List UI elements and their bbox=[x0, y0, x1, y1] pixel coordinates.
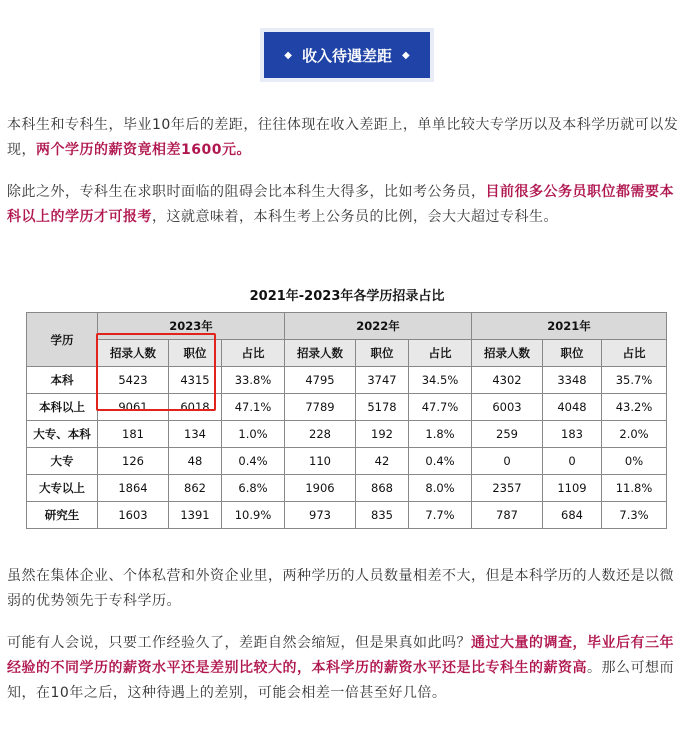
col-header: 招录人数 bbox=[98, 340, 169, 367]
col-header: 职位 bbox=[356, 340, 409, 367]
diamond-icon: ◆ bbox=[402, 49, 410, 61]
table-cell: 1864 bbox=[98, 475, 169, 502]
table-row bbox=[27, 367, 667, 394]
table-cell: 43.2% bbox=[602, 394, 667, 421]
year-header: 2022年 bbox=[285, 313, 472, 340]
table-cell: 0.4% bbox=[222, 448, 285, 475]
table-cell: 973 bbox=[285, 502, 356, 529]
table-cell: 34.5% bbox=[409, 367, 472, 394]
table-cell: 9061 bbox=[98, 394, 169, 421]
table-cell: 4048 bbox=[543, 394, 602, 421]
table-cell: 2.0% bbox=[602, 421, 667, 448]
diamond-icon: ◆ bbox=[284, 49, 292, 61]
table-cell: 7.7% bbox=[409, 502, 472, 529]
row-header: 学历 bbox=[27, 313, 98, 367]
col-header: 招录人数 bbox=[285, 340, 356, 367]
table-cell: 47.1% bbox=[222, 394, 285, 421]
table-cell: 33.8% bbox=[222, 367, 285, 394]
table-row bbox=[27, 475, 667, 502]
table-cell: 183 bbox=[543, 421, 602, 448]
table-cell: 0% bbox=[602, 448, 667, 475]
table-row bbox=[27, 421, 667, 448]
table-cell: 5178 bbox=[356, 394, 409, 421]
table-cell: 5423 bbox=[98, 367, 169, 394]
table-body bbox=[27, 367, 667, 529]
row-label: 大专以上 bbox=[27, 475, 98, 502]
table-cell: 868 bbox=[356, 475, 409, 502]
col-header: 职位 bbox=[169, 340, 222, 367]
table-row bbox=[27, 394, 667, 421]
table-cell: 862 bbox=[169, 475, 222, 502]
table-cell: 228 bbox=[285, 421, 356, 448]
col-header: 占比 bbox=[602, 340, 667, 367]
col-header: 招录人数 bbox=[472, 340, 543, 367]
table-cell: 42 bbox=[356, 448, 409, 475]
intro-paragraph-2: 除此之外，专科生在求职时面临的阻碍会比本科生大得多，比如考公务员，目前很多公务员职位都需要本科以上的学历才可报考，这就意味着，本科生考上公务员的比例，会大大超过专科生。 bbox=[7, 184, 674, 225]
table-cell: 6018 bbox=[169, 394, 222, 421]
table-cell: 7.3% bbox=[602, 502, 667, 529]
table-cell: 7789 bbox=[285, 394, 356, 421]
table-cell: 787 bbox=[472, 502, 543, 529]
table-cell: 8.0% bbox=[409, 475, 472, 502]
table-cell: 110 bbox=[285, 448, 356, 475]
table-cell: 1603 bbox=[98, 502, 169, 529]
table-cell: 1.8% bbox=[409, 421, 472, 448]
table-cell: 134 bbox=[169, 421, 222, 448]
table-cell: 0 bbox=[543, 448, 602, 475]
table-cell: 4795 bbox=[285, 367, 356, 394]
banner-title: 收入待遇差距 bbox=[301, 46, 392, 65]
table-cell: 259 bbox=[472, 421, 543, 448]
row-label: 本科 bbox=[27, 367, 98, 394]
table-cell: 835 bbox=[356, 502, 409, 529]
intro-paragraph-1: 本科生和专科生，毕业10年后的差距，往往体现在收入差距上，单单比较大专学历以及本科学历就可以发现，两个学历的薪资竟相差1600元。 bbox=[7, 117, 679, 158]
col-header: 占比 bbox=[222, 340, 285, 367]
table-row bbox=[27, 502, 667, 529]
outro-paragraph-2: 可能有人会说，只要工作经验久了，差距自然会缩短，但是果真如此吗？通过大量的调查，毕业后有三年经验的不同学历的薪资水平还是差别比较大的，本科学历的薪资水平还是比专科生的薪资高。那么可想而知，在10年之后，这种待遇上的差别，可能会相差一倍甚至好几倍。 bbox=[7, 635, 674, 701]
table-cell: 48 bbox=[169, 448, 222, 475]
row-label: 大专、本科 bbox=[27, 421, 98, 448]
table-cell: 3348 bbox=[543, 367, 602, 394]
table-cell: 3747 bbox=[356, 367, 409, 394]
table-row bbox=[27, 448, 667, 475]
table-cell: 181 bbox=[98, 421, 169, 448]
year-header: 2023年 bbox=[98, 313, 285, 340]
table-cell: 1109 bbox=[543, 475, 602, 502]
table-cell: 126 bbox=[98, 448, 169, 475]
table-cell: 192 bbox=[356, 421, 409, 448]
section-banner bbox=[264, 32, 430, 78]
table-cell: 4302 bbox=[472, 367, 543, 394]
table-cell: 35.7% bbox=[602, 367, 667, 394]
row-label: 本科以上 bbox=[27, 394, 98, 421]
table-cell: 6.8% bbox=[222, 475, 285, 502]
table-cell: 10.9% bbox=[222, 502, 285, 529]
recruitment-table bbox=[26, 312, 667, 529]
year-header: 2021年 bbox=[472, 313, 667, 340]
table-cell: 1906 bbox=[285, 475, 356, 502]
col-header: 职位 bbox=[543, 340, 602, 367]
table-cell: 2357 bbox=[472, 475, 543, 502]
table-cell: 4315 bbox=[169, 367, 222, 394]
table-cell: 1391 bbox=[169, 502, 222, 529]
row-label: 研究生 bbox=[27, 502, 98, 529]
col-header: 占比 bbox=[409, 340, 472, 367]
table-cell: 11.8% bbox=[602, 475, 667, 502]
table-title: 2021年-2023年各学历招录占比 bbox=[249, 289, 445, 304]
table-cell: 684 bbox=[543, 502, 602, 529]
table-cell: 0 bbox=[472, 448, 543, 475]
row-label: 大专 bbox=[27, 448, 98, 475]
table-cell: 0.4% bbox=[409, 448, 472, 475]
table-cell: 6003 bbox=[472, 394, 543, 421]
table-cell: 1.0% bbox=[222, 421, 285, 448]
table-cell: 47.7% bbox=[409, 394, 472, 421]
outro-paragraph-1: 虽然在集体企业、个体私营和外资企业里，两种学历的人员数量相差不大，但是本科学历的人数还是以微弱的优势领先于专科学历。 bbox=[7, 568, 674, 609]
